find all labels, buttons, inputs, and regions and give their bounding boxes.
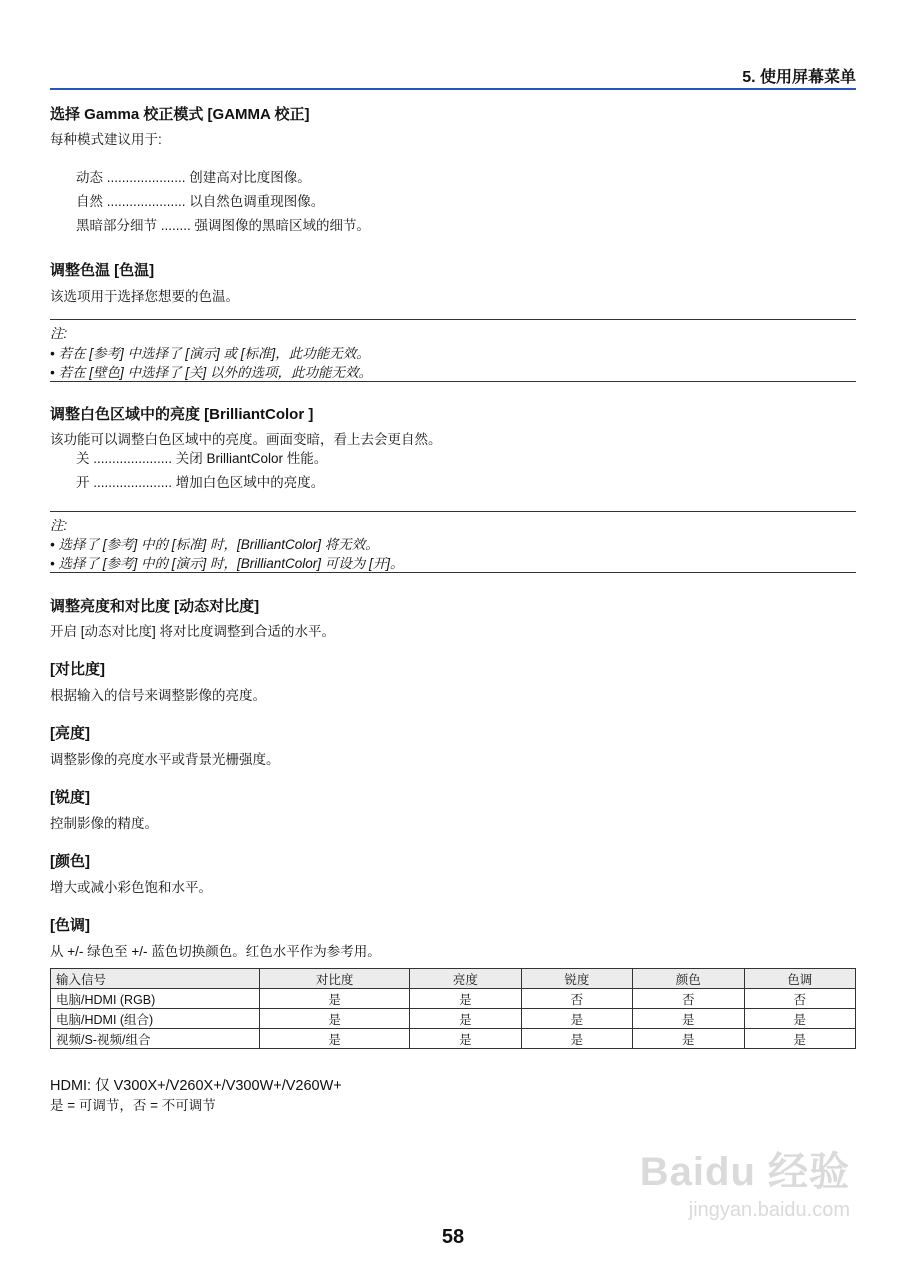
table-cell: 是	[260, 1009, 410, 1029]
baidu-watermark	[640, 1140, 850, 1222]
table-cell: 是	[260, 989, 410, 1009]
col-hue: 色调	[744, 969, 856, 989]
colortemp-heading: 调整色温 [色温]	[50, 262, 155, 279]
table-cell: 否	[633, 989, 744, 1009]
hue-heading: [色调]	[50, 917, 90, 934]
table-cell: 是	[260, 1029, 410, 1049]
table-row	[51, 989, 856, 1009]
legend-footnote: 是 = 可调节，否 = 不可调节	[50, 1098, 216, 1113]
note1-top-rule	[50, 319, 856, 320]
page-number: 58	[441, 1226, 465, 1248]
table-cell: 是	[521, 1029, 632, 1049]
dynamic-heading: 调整亮度和对比度 [动态对比度]	[50, 598, 260, 615]
note1-line: • 若在 [参考] 中选择了 [演示] 或 [标准]，此功能无效。	[50, 346, 370, 361]
note1-bottom-rule	[50, 381, 856, 382]
table-header-row	[51, 969, 856, 989]
col-brightness: 亮度	[410, 969, 521, 989]
table-cell: 电脑/HDMI (RGB)	[51, 989, 260, 1009]
note2-line: • 选择了 [参考] 中的 [标准] 时，[BrilliantColor] 将无效。	[50, 537, 379, 552]
table-cell: 是	[744, 1029, 856, 1049]
chapter-title: 5. 使用屏幕菜单	[742, 69, 856, 86]
colortemp-text: 该选项用于选择您想要的色温。	[50, 289, 239, 304]
table-row	[51, 1009, 856, 1029]
col-contrast: 对比度	[260, 969, 410, 989]
table-row	[51, 1029, 856, 1049]
contrast-text: 根据输入的信号来调整影像的亮度。	[50, 688, 266, 703]
watermark-url: jingyan.baidu.com	[688, 1199, 850, 1221]
table-cell: 是	[410, 989, 521, 1009]
header-divider	[50, 88, 856, 90]
sharpness-heading: [锐度]	[50, 789, 90, 806]
brilliant-item-on: 开 ..................... 增加白色区域中的亮度。	[76, 475, 325, 490]
note2-label: 注:	[50, 518, 68, 533]
brilliant-item-off: 关 ..................... 关闭 BrilliantColor 性能。	[76, 451, 328, 466]
color-text: 增大或减小彩色饱和水平。	[50, 880, 212, 895]
gamma-item-dynamic: 动态 ..................... 创建高对比度图像。	[76, 170, 311, 185]
brilliant-text: 该功能可以调整白色区域中的亮度。画面变暗，看上去会更自然。	[50, 432, 442, 447]
table-cell: 电脑/HDMI (组合)	[51, 1009, 260, 1029]
gamma-intro: 每种模式建议用于:	[50, 132, 162, 147]
color-heading: [颜色]	[50, 853, 90, 870]
adjustment-table	[50, 968, 856, 1049]
brightness-text: 调整影像的亮度水平或背景光栅强度。	[50, 752, 280, 767]
watermark-brand: Baidu 经验	[639, 1150, 850, 1194]
note2-line: • 选择了 [参考] 中的 [演示] 时，[BrilliantColor] 可设为 [开]。	[50, 556, 404, 571]
col-color: 颜色	[633, 969, 744, 989]
table-cell: 是	[410, 1029, 521, 1049]
gamma-item-natural: 自然 ..................... 以自然色调重现图像。	[76, 194, 325, 209]
note1-line: • 若在 [壁色] 中选择了 [关] 以外的选项，此功能无效。	[50, 365, 372, 380]
note1-label: 注:	[50, 326, 68, 341]
table-cell: 否	[521, 989, 632, 1009]
dynamic-text: 开启 [动态对比度] 将对比度调整到合适的水平。	[50, 624, 336, 639]
contrast-heading: [对比度]	[50, 661, 105, 678]
col-input-signal: 输入信号	[51, 969, 260, 989]
table-cell: 是	[744, 1009, 856, 1029]
table-cell: 是	[410, 1009, 521, 1029]
sharpness-text: 控制影像的精度。	[50, 816, 158, 831]
gamma-heading: 选择 Gamma 校正模式 [GAMMA 校正]	[50, 106, 310, 123]
col-sharpness: 锐度	[521, 969, 632, 989]
hdmi-footnote: HDMI: 仅 V300X+/V260X+/V300W+/V260W+	[50, 1078, 342, 1094]
table-cell: 否	[744, 989, 856, 1009]
note2-top-rule	[50, 511, 856, 512]
hue-text: 从 +/- 绿色至 +/- 蓝色切换颜色。红色水平作为参考用。	[50, 944, 381, 959]
gamma-item-dark-detail: 黑暗部分细节 ........ 强调图像的黑暗区域的细节。	[76, 218, 371, 233]
table-cell: 是	[633, 1009, 744, 1029]
brightness-heading: [亮度]	[50, 725, 90, 742]
note2-bottom-rule	[50, 572, 856, 573]
table-cell: 是	[521, 1009, 632, 1029]
brilliant-heading: 调整白色区域中的亮度 [BrilliantColor ]	[50, 406, 314, 423]
table-cell: 是	[633, 1029, 744, 1049]
table-cell: 视频/S-视频/组合	[51, 1029, 260, 1049]
